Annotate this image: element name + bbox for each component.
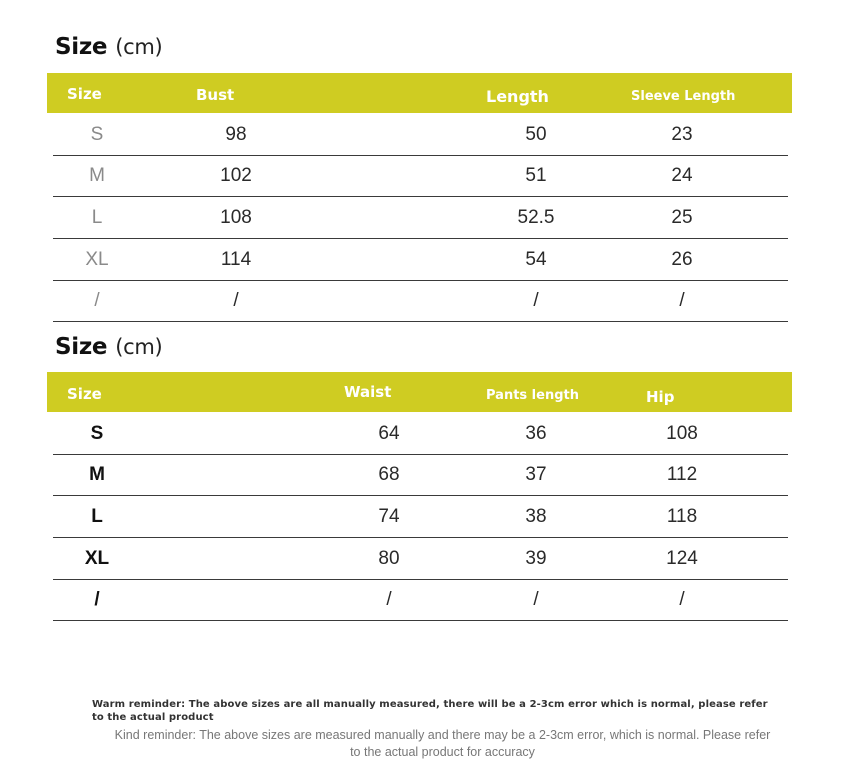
table1-title-unit: (cm) xyxy=(115,35,163,59)
table2-header-waist: Waist xyxy=(344,383,392,401)
table2-r1-hip: 108 xyxy=(666,423,698,444)
table1-header-sleeve-length: Sleeve Length xyxy=(631,89,736,104)
table2-r5-pants: / xyxy=(533,589,539,610)
table1-row-4 xyxy=(53,239,788,281)
table1-r2-length: 51 xyxy=(525,165,547,186)
table2-r4-pants: 39 xyxy=(525,548,547,569)
table2-row-1 xyxy=(53,413,788,455)
table1-r1-bust: 98 xyxy=(225,124,247,145)
table2-title-unit: (cm) xyxy=(115,335,163,359)
table1-r5-length: / xyxy=(533,290,539,311)
table1-row-2 xyxy=(53,155,788,197)
table2-title-label: Size xyxy=(55,334,108,360)
table2-r5-hip: / xyxy=(679,589,685,610)
table1-r4-size: XL xyxy=(85,249,109,270)
table1-r4-length: 54 xyxy=(525,249,547,270)
table1-r5-size: / xyxy=(94,290,100,311)
table2-r3-hip: 118 xyxy=(666,506,698,527)
table2-r3-size: L xyxy=(91,506,103,527)
table2-r2-size: M xyxy=(89,464,105,485)
table2-header-hip: Hip xyxy=(646,388,675,406)
table2-header-row xyxy=(47,372,792,412)
table2-r4-size: XL xyxy=(84,548,110,569)
table2-row-5 xyxy=(53,579,788,621)
table1-r1-size: S xyxy=(90,124,104,145)
table2-r5-size: / xyxy=(94,589,100,610)
table2-row-4 xyxy=(53,538,788,580)
table1-r5-bust: / xyxy=(233,290,239,311)
table2-r1-size: S xyxy=(90,423,104,444)
table2-header-pants-length: Pants length xyxy=(486,388,579,403)
table2-row-3 xyxy=(53,496,788,538)
table1-r2-bust: 102 xyxy=(220,165,252,186)
table1-r4-bust: 114 xyxy=(220,249,252,270)
table1-header-row xyxy=(47,73,792,113)
table2-r3-pants: 38 xyxy=(525,506,547,527)
table1-row-5 xyxy=(53,280,788,322)
table1-row-3 xyxy=(53,197,788,239)
table2-r4-waist: 80 xyxy=(378,548,400,569)
table2-row-2 xyxy=(53,454,788,496)
table1-r5-sleeve: / xyxy=(679,290,685,311)
table2-r1-pants: 36 xyxy=(525,423,547,444)
table1-row-1 xyxy=(53,114,788,156)
table1-title xyxy=(55,34,162,60)
table2-r2-hip: 112 xyxy=(666,464,698,485)
table1-r3-sleeve: 25 xyxy=(671,207,693,228)
table2-title xyxy=(55,334,162,360)
table2-r1-waist: 64 xyxy=(378,423,400,444)
table1-r2-size: M xyxy=(89,165,105,186)
table2-r4-hip: 124 xyxy=(666,548,698,569)
table1-header-length: Length xyxy=(486,87,549,106)
kind-reminder-note: Kind reminder: The above sizes are measured manually and there may be a 2-3cm error, which is normal. Please refer to the actual product for accuracy xyxy=(114,728,771,759)
table2-r3-waist: 74 xyxy=(378,506,400,527)
warm-reminder-note: Warm reminder: The above sizes are all manually measured, there will be a 2-3cm error which is normal, please refer to the actual product xyxy=(92,699,768,723)
table2-header-size: Size xyxy=(67,385,102,403)
table1-r3-size: L xyxy=(91,207,103,228)
table1-r2-sleeve: 24 xyxy=(671,165,693,186)
table1-r1-length: 50 xyxy=(525,124,547,145)
table1-r3-length: 52.5 xyxy=(517,207,555,228)
table1-header-bust: Bust xyxy=(196,86,235,104)
table1-r3-bust: 108 xyxy=(220,207,252,228)
table2-r5-waist: / xyxy=(386,589,392,610)
table1-r4-sleeve: 26 xyxy=(671,249,693,270)
table1-r1-sleeve: 23 xyxy=(671,124,693,145)
table1-title-label: Size xyxy=(55,34,108,60)
table1-header-size: Size xyxy=(67,85,102,103)
table2-r2-pants: 37 xyxy=(525,464,547,485)
table2-r2-waist: 68 xyxy=(378,464,400,485)
